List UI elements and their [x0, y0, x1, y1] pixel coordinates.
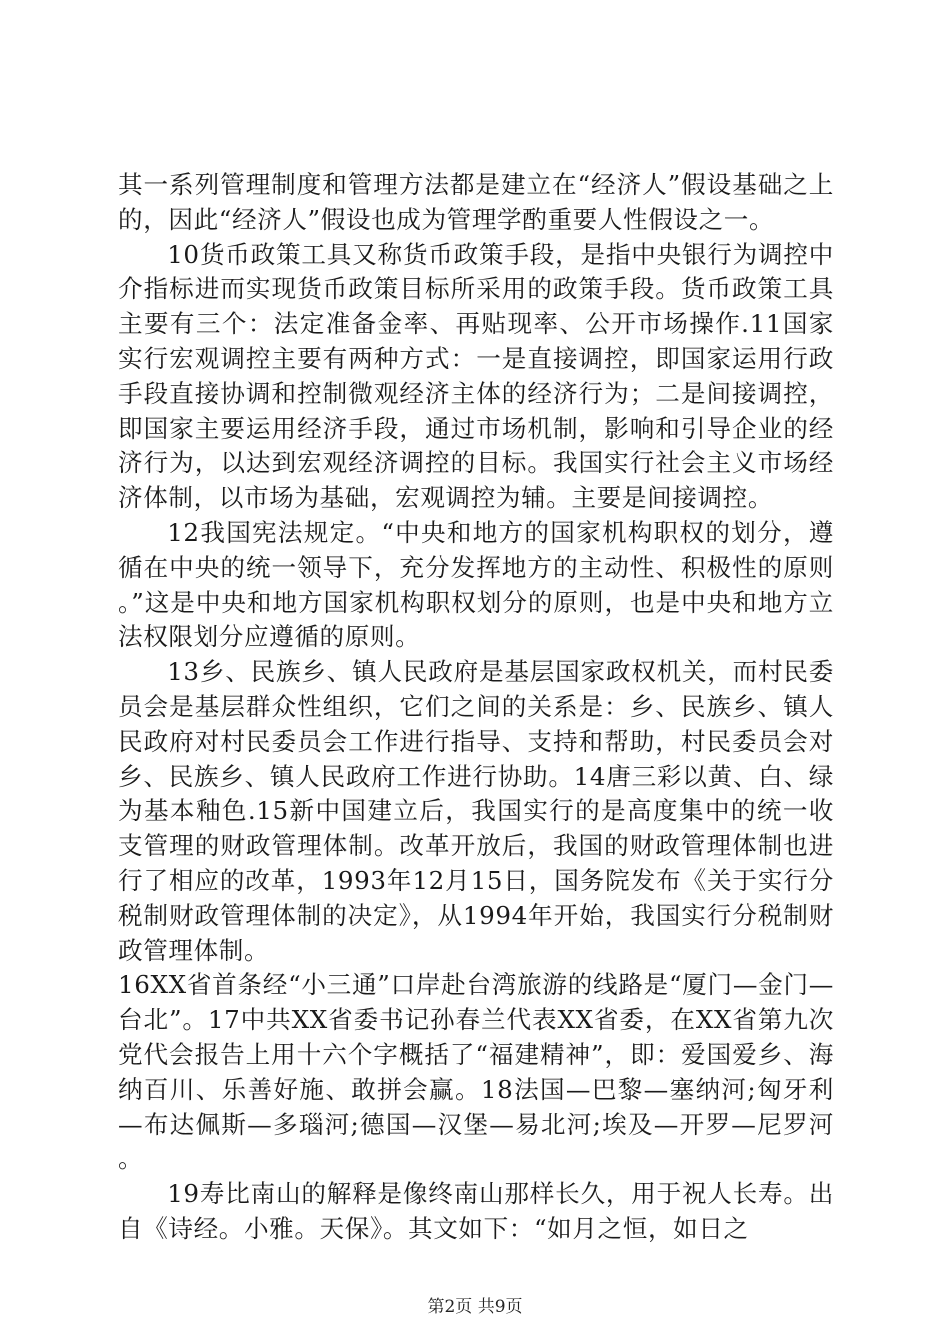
paragraph-continuation: 其一系列管理制度和管理方法都是建立在“经济人”假设基础之上的，因此“经济人”假设也成为管理学酌重要人性假设之一。 [118, 170, 834, 234]
paragraph-item-13-15: 13乡、民族乡、镇人民政府是基层国家政权机关，而村民委员会是基层群众性组织，它们之间的关系是：乡、民族乡、镇人民政府对村民委员会工作进行指导、支持和帮助，村民委员会对乡、民族乡、镇人民政府工作进行协助。14唐三彩以黄、白、绿为基本釉色.15新中国建立后，我国实行的是高度集中的统一收支管理的财政管理体制。改革开放后，我国的财政管理体制也进行了相应的改革，1993年12月15日，国务院发布《关于实行分税制财政管理体制的决定》，从1994年开始，我国实行分税制财政管理体制。 [118, 657, 834, 965]
paragraph-item-19: 19寿比南山的解释是像终南山那样长久，用于祝人长寿。出自《诗经。小雅。天保》。其文如下：“如月之恒，如日之 [118, 1179, 834, 1243]
page-footer: 第2页 共9页 [427, 1297, 523, 1317]
paragraph-item-12: 12我国宪法规定。“中央和地方的国家机构职权的划分，遵循在中央的统一领导下，充分发挥地方的主动性、积极性的原则。”这是中央和地方国家机构职权划分的原则，也是中央和地方立法权限划分应遵循的原则。 [118, 517, 834, 652]
paragraph-item-16-18: 16XX省首条经“小三通”口岸赴台湾旅游的线路是“厦门—金门—台北”。17中共XX省委书记孙春兰代表XX省委，在XX省第九次党代会报告上用十六个字概括了“福建精神”，即：爱国爱乡、海纳百川、乐善好施、敢拼会赢。18法国—巴黎—塞纳河;匈牙利—布达佩斯—多瑙河;德国—汉堡—易北河;埃及—开罗—尼罗河。 [118, 970, 834, 1174]
paragraph-item-10-11: 10货币政策工具又称货币政策手段，是指中央银行为调控中介指标进而实现货币政策目标所采用的政策手段。货币政策工具主要有三个：法定准备金率、再贴现率、公开市场操作.11国家实行宏观调控主要有两种方式：一是直接调控，即国家运用行政手段直接协调和控制微观经济主体的经济行为；二是间接调控，即国家主要运用经济手段，通过市场机制，影响和引导企业的经济行为，以达到宏观经济调控的目标。我国实行社会主义市场经济体制，以市场为基础，宏观调控为辅。主要是间接调控。 [118, 239, 834, 513]
document-body [118, 168, 834, 1247]
